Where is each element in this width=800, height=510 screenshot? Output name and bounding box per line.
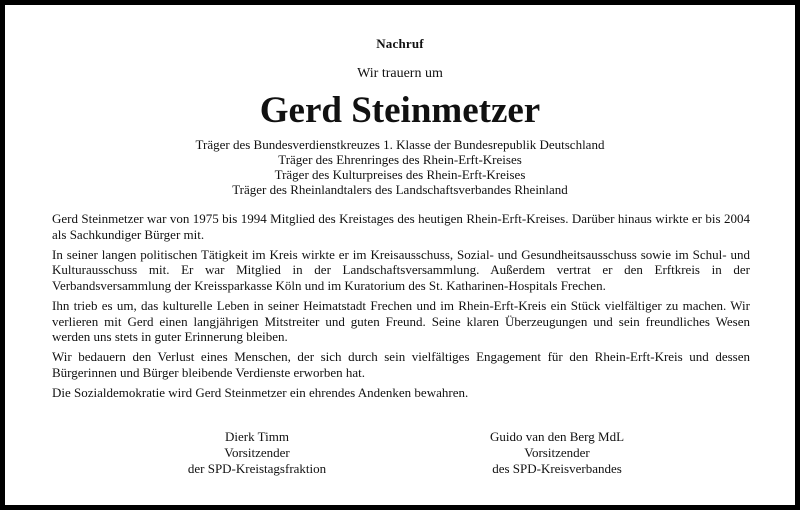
signatory-name: Guido van den Berg MdL [489, 429, 625, 444]
honor-line: Träger des Bundesverdienstkreuzes 1. Klasse der Bundesrepublik Deutschland [195, 137, 605, 152]
notice-heading: Nachruf [376, 36, 424, 51]
paragraph: Die Sozialdemokratie wird Gerd Steinmetzer ein ehrendes Andenken bewahren. [52, 384, 469, 400]
signatory-role: Vorsitzender [224, 445, 290, 460]
deceased-name: Gerd Steinmetzer [259, 90, 541, 131]
signatory-organization: des SPD-Kreisverbandes [492, 461, 622, 476]
honor-line: Träger des Rheinlandtalers des Landschaftsverbandes Rheinland [232, 182, 568, 197]
paragraph: Ihn trieb es um, das kulturelle Leben in seiner Heimatstadt Frechen und im Rhein-Erft-Kreis ein Stück vielfältiger zu machen. Wir verlieren mit Gerd einen langjährigen Mitstreiter und guten Freund. Seine klaren Überzeugungen und sein freundliches Wesen werden uns stets in guter Erinnerung bleiben. [52, 297, 750, 345]
paragraph: In seiner langen politischen Tätigkeit im Kreis wirkte er im Kreisausschuss, Sozial- und Gesundheitsausschuss sowie im Schul- und Kulturausschuss mit. Er war Mitglied in der Landschaftsversammlung. Außerdem vertrat er den Erftkreis in der Verbandsversammlung der Kreissparkasse Köln und im Kuratorium des St. Katharinen-Hospitals Frechen. [52, 246, 750, 293]
honors-list [5, 137, 795, 197]
signatory [427, 429, 687, 477]
honor-line: Träger des Ehrenringes des Rhein-Erft-Kreises [278, 152, 522, 167]
signatory [127, 429, 387, 477]
notice-intro: Wir trauern um [357, 66, 443, 81]
signatory-organization: der SPD-Kreistagsfraktion [187, 461, 327, 476]
obituary-text [52, 211, 750, 405]
paragraph: Wir bedauern den Verlust eines Menschen, der sich durch sein vielfältiges Engagement für den Rhein-Erft-Kreis und dessen Bürgerinnen und Bürger bleibende Verdienste erworben hat. [52, 349, 750, 380]
honor-line: Träger des Kulturpreises des Rhein-Erft-Kreises [274, 167, 526, 182]
signatory-role: Vorsitzender [524, 445, 590, 460]
paragraph: Gerd Steinmetzer war von 1975 bis 1994 Mitglied des Kreistages des heutigen Rhein-Erft-Kreises. Darüber hinaus wirkte er bis 2004 als Sachkundiger Bürger mit. [52, 211, 750, 242]
signatory-name: Dierk Timm [225, 429, 289, 444]
